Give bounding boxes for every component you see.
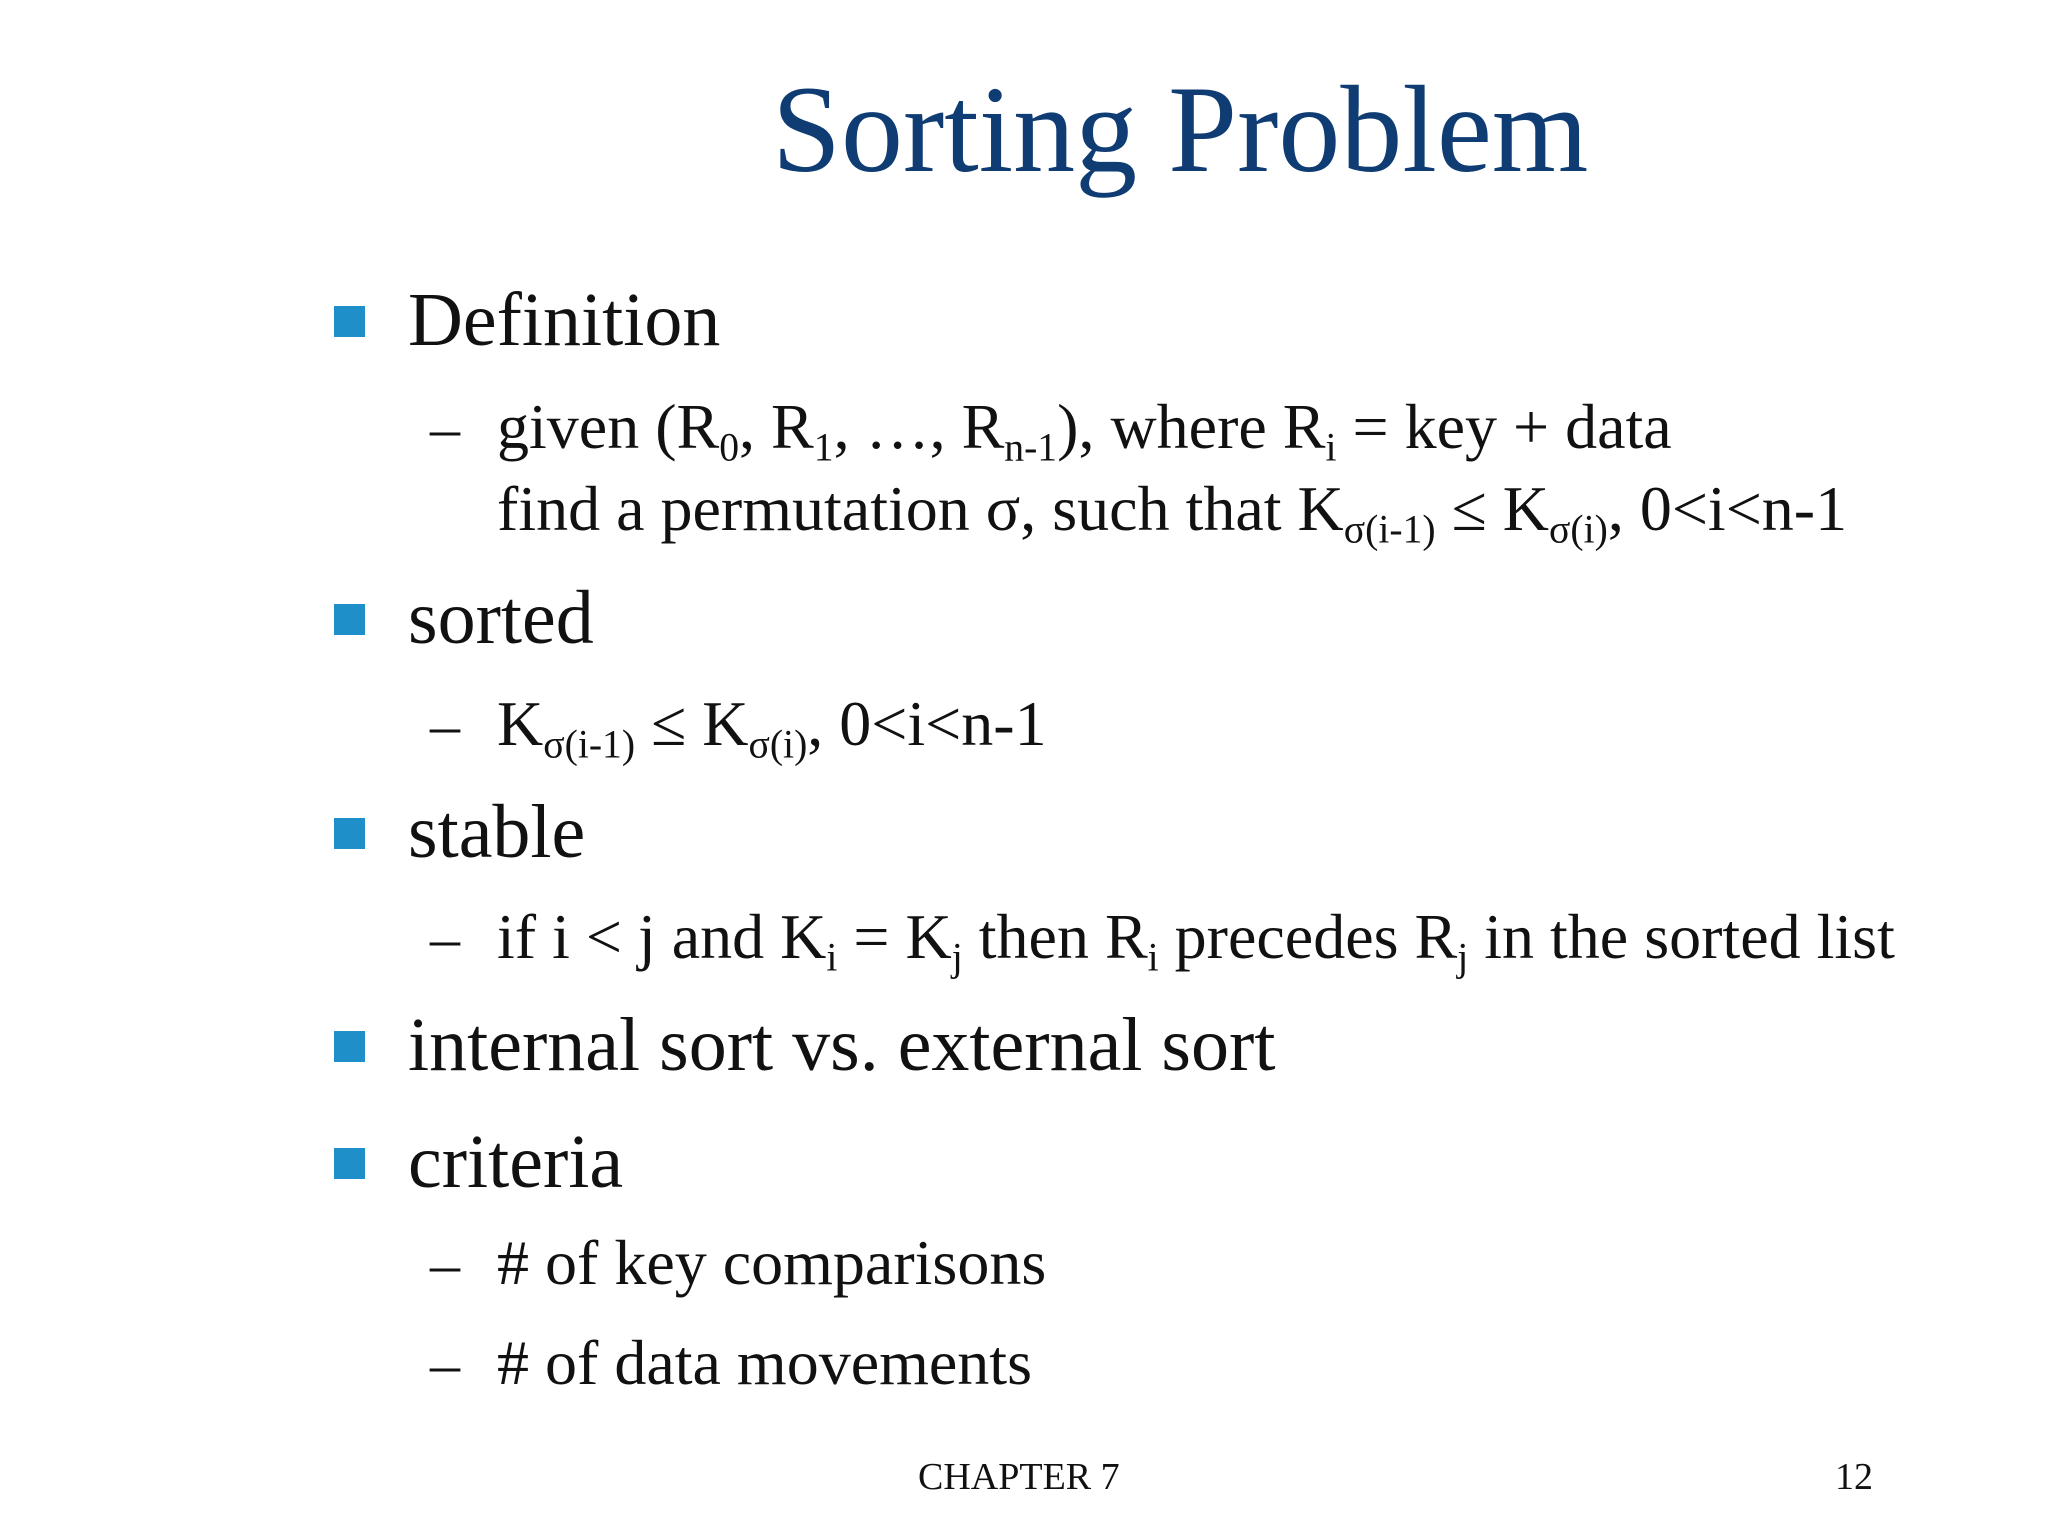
criteria-item: # of key comparisons bbox=[497, 1227, 1047, 1298]
subscript: σ(i) bbox=[748, 722, 808, 767]
subscript: i bbox=[826, 935, 838, 980]
text-segment: ≤ K bbox=[1435, 473, 1549, 544]
subscript: n-1 bbox=[1004, 425, 1058, 470]
bullet-square-icon bbox=[334, 604, 365, 635]
text-segment: , 0<i<n-1 bbox=[1607, 473, 1848, 544]
text-segment: then R bbox=[962, 901, 1148, 972]
dash: – bbox=[430, 395, 460, 461]
slide-title: Sorting Problem bbox=[772, 61, 1589, 198]
bullet-square-icon bbox=[334, 306, 365, 337]
bullet-square-icon bbox=[334, 1148, 365, 1179]
subscript: j bbox=[1457, 935, 1469, 980]
subscript: i bbox=[1147, 935, 1159, 980]
bullet-stable: stable bbox=[408, 790, 586, 874]
sorted-line bbox=[497, 688, 1047, 767]
text-segment: given (R bbox=[497, 391, 720, 462]
subscript: σ(i-1) bbox=[1343, 507, 1436, 552]
text-segment: , R bbox=[739, 391, 814, 462]
subscript: σ(i) bbox=[1548, 507, 1608, 552]
text-segment: , 0<i<n-1 bbox=[807, 688, 1047, 759]
dash: – bbox=[430, 692, 460, 758]
text-segment: = key + data bbox=[1336, 391, 1672, 462]
text-segment: ≤ K bbox=[635, 688, 749, 759]
page-number: 12 bbox=[1835, 1456, 1873, 1498]
dash: – bbox=[430, 905, 460, 971]
subscript: j bbox=[951, 935, 963, 980]
definition-line-2 bbox=[497, 473, 1848, 552]
subscript: 1 bbox=[813, 425, 834, 470]
text-segment: precedes R bbox=[1158, 901, 1458, 972]
text-segment: in the sorted list bbox=[1468, 901, 1895, 972]
criteria-item: # of data movements bbox=[497, 1327, 1032, 1398]
bullet-sorted: sorted bbox=[408, 576, 594, 660]
text-segment: if i < j and K bbox=[497, 901, 827, 972]
bullet-square-icon bbox=[334, 1031, 365, 1062]
bullet-square-icon bbox=[334, 818, 365, 849]
subscript: i bbox=[1325, 425, 1337, 470]
footer-chapter: CHAPTER 7 bbox=[918, 1456, 1120, 1498]
definition-line-1 bbox=[497, 391, 1672, 470]
text-segment: find a permutation σ, such that K bbox=[497, 473, 1344, 544]
subscript: σ(i-1) bbox=[543, 722, 636, 767]
bullet-internal-external: internal sort vs. external sort bbox=[408, 1003, 1276, 1087]
text-segment: = K bbox=[837, 901, 952, 972]
bullet-criteria: criteria bbox=[408, 1120, 624, 1204]
subscript: 0 bbox=[719, 425, 740, 470]
dash: – bbox=[430, 1231, 460, 1297]
text-segment: K bbox=[497, 688, 544, 759]
text-segment: , …, R bbox=[833, 391, 1005, 462]
text-segment: ), where R bbox=[1057, 391, 1326, 462]
stable-line bbox=[497, 901, 1895, 980]
bullet-definition: Definition bbox=[408, 278, 721, 362]
dash: – bbox=[430, 1331, 460, 1397]
